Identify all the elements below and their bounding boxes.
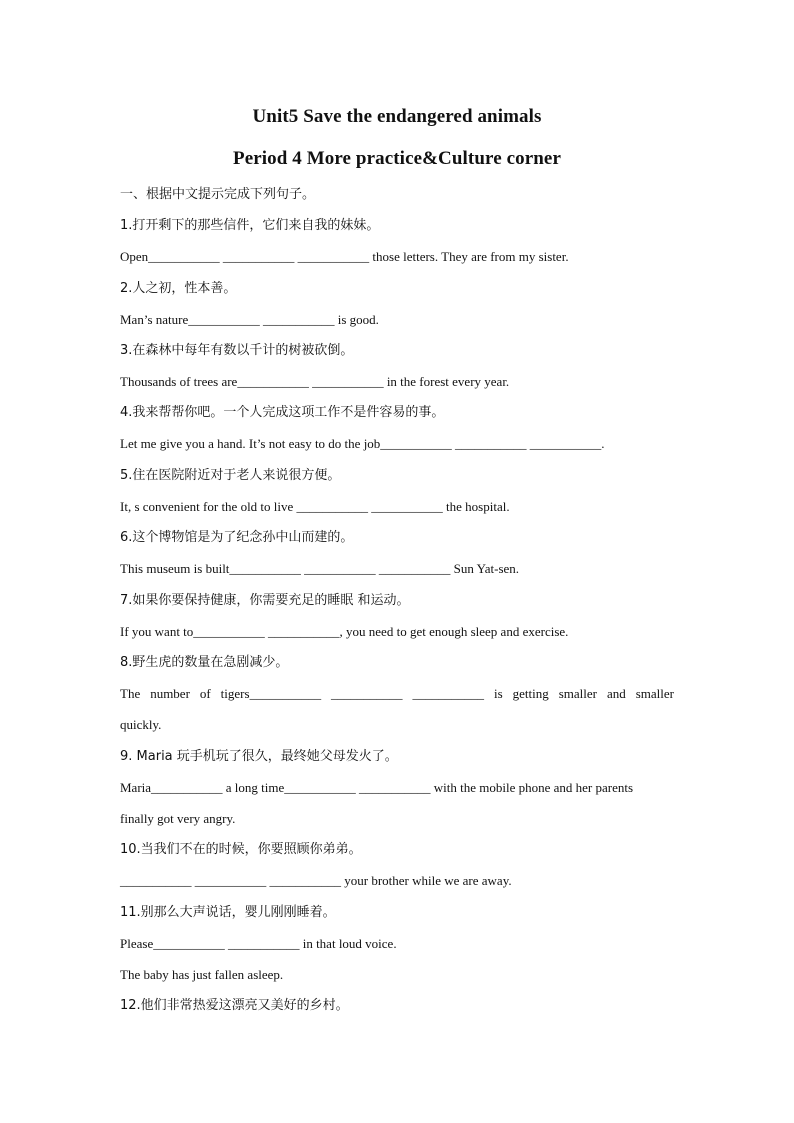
answer-line: If you want to___________ ___________, you need to get enough sleep and exercise.	[120, 624, 569, 639]
answer-line: Man’s nature___________ ___________ is good.	[120, 312, 379, 327]
answer-line: Let me give you a hand. It’s not easy to do the job___________ ___________ ___________.	[120, 436, 605, 451]
answer-line: Thousands of trees are___________ ___________ in the forest every year.	[120, 374, 510, 389]
answer-line: It, s convenient for the old to live ___________ ___________ the hospital.	[120, 499, 510, 514]
answer-line: ___________ ___________ ___________ your brother while we are away.	[120, 873, 512, 888]
answer-line-continued: finally got very angry.	[120, 811, 236, 826]
question-prompt: 9. Maria 玩手机玩了很久，最终她父母发火了。	[120, 749, 398, 764]
question-prompt: 8.野生虎的数量在急剧减少。	[120, 655, 289, 670]
question-prompt: 7.如果你要保持健康，你需要充足的睡眠 和运动。	[120, 593, 410, 608]
question-prompt: 12.他们非常热爱这漂亮又美好的乡村。	[120, 998, 349, 1013]
answer-line-continued: The baby has just fallen asleep.	[120, 967, 284, 982]
answer-line: The number of tigers___________ ___________ ___________ is getting smaller and smaller	[120, 686, 674, 701]
answer-line: This museum is built___________ ___________ ___________ Sun Yat-sen.	[120, 561, 520, 576]
question-prompt: 5.住在医院附近对于老人来说很方便。	[120, 468, 341, 483]
answer-line: Maria___________ a long time___________ ___________ with the mobile phone and her parents	[120, 780, 634, 795]
doc-title: Unit5 Save the endangered animals	[252, 106, 542, 127]
question-prompt: 4.我来帮帮你吧。一个人完成这项工作不是件容易的事。	[120, 405, 445, 420]
section-heading: 一、根据中文提示完成下列句子。	[120, 187, 316, 202]
answer-line-continued: quickly.	[120, 717, 162, 732]
answer-line: Open___________ ___________ ___________ those letters. They are from my sister.	[120, 249, 569, 264]
answer-line: Please___________ ___________ in that loud voice.	[120, 936, 397, 951]
doc-subtitle: Period 4 More practice&Culture corner	[233, 148, 561, 169]
question-prompt: 6.这个博物馆是为了纪念孙中山而建的。	[120, 530, 354, 545]
question-prompt: 3.在森林中每年有数以千计的树被砍倒。	[120, 343, 354, 358]
question-prompt: 1.打开剩下的那些信件，它们来自我的妹妹。	[120, 218, 380, 233]
question-prompt: 11.别那么大声说话，婴儿刚刚睡着。	[120, 905, 336, 920]
question-prompt: 2.人之初，性本善。	[120, 281, 237, 296]
question-prompt: 10.当我们不在的时候，你要照顾你弟弟。	[120, 842, 362, 857]
